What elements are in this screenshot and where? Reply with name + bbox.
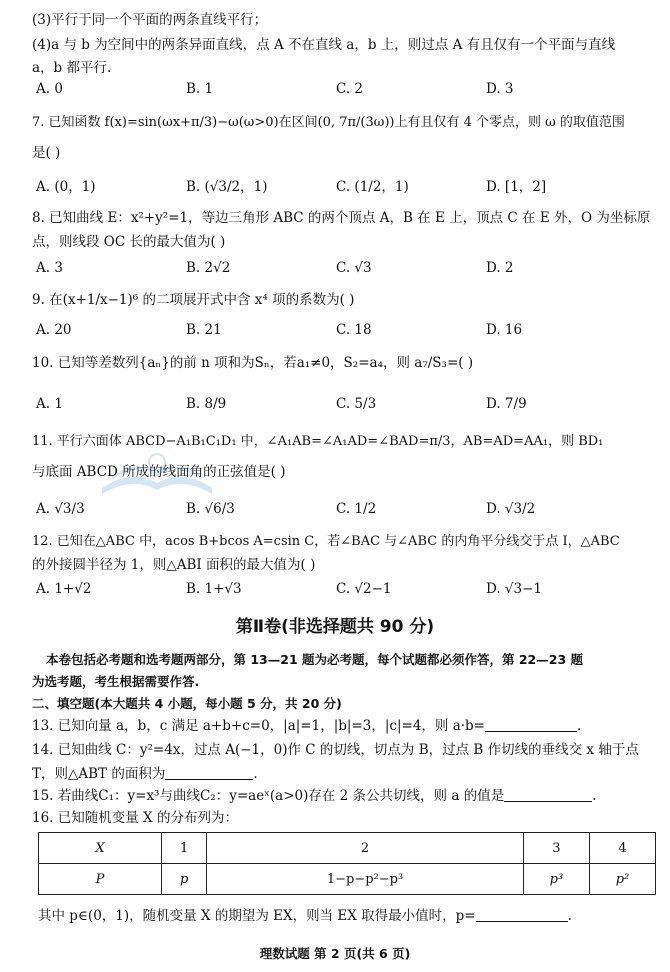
- q10-stem: 10. 已知等差数列{aₙ}的前 n 项和为Sₙ，若a₁≠0，S₂=a₄，则 a₇/S₃=( ): [32, 355, 474, 371]
- q6-option-b[interactable]: B. 1: [186, 81, 214, 97]
- q11-stem-cont: 与底面 ABCD 所成的线面角的正弦值是( ): [32, 464, 286, 480]
- statement-3: (3)平行于同一个平面的两条直线平行；: [32, 12, 268, 28]
- statement-4: (4)a 与 b 为空间中的两条异面直线，点 A 不在直线 a，b 上，则过点 A 有且仅有一个平面与直线: [32, 37, 616, 53]
- q10-options: [0, 393, 670, 415]
- q9-option-a[interactable]: A. 20: [36, 322, 72, 338]
- q9-options: [0, 319, 670, 341]
- q10-option-c[interactable]: C. 5/3: [336, 396, 377, 412]
- q13-stem: 13. 已知向量 a，b，c 满足 a+b+c=0，|a|=1，|b|=3，|c|=4，则 a·b= .: [32, 718, 582, 734]
- q13-text: 13. 已知向量 a，b，c 满足 a+b+c=0，|a|=1，|b|=3，|c|=4，则 a·b=: [32, 718, 485, 734]
- distribution-table: [38, 832, 656, 895]
- section-intro-cont: 为选考题，考生根据需要作答.: [32, 674, 200, 689]
- q12-options: [0, 578, 670, 600]
- q14-answer-blank[interactable]: [165, 765, 253, 780]
- q12-option-b[interactable]: B. 1+√3: [186, 581, 242, 597]
- q12-option-d[interactable]: D. √3−1: [486, 581, 543, 597]
- q11-options: [0, 498, 670, 520]
- q8-stem-cont: 点，则线段 OC 长的最大值为( ): [32, 234, 226, 250]
- q7-option-a[interactable]: A. (0，1): [36, 179, 96, 195]
- q8-option-d[interactable]: D. 2: [486, 260, 514, 276]
- q9-option-c[interactable]: C. 18: [336, 322, 372, 338]
- section-intro: 本卷包括必考题和选考题两部分，第 13—21 题为必考题，每个试题都必须作答，第 22—23 题: [46, 652, 583, 667]
- q11-option-b[interactable]: B. √6/3: [186, 501, 235, 517]
- statement-4-cont: a，b 都平行.: [32, 60, 112, 76]
- q7-option-b[interactable]: B. (√3/2，1): [186, 179, 268, 195]
- q16-text: 其中 p∈(0，1)，随机变量 X 的期望为 EX，则当 EX 取得最小值时，p=: [38, 908, 476, 924]
- q16-stem-cont: 其中 p∈(0，1)，随机变量 X 的期望为 EX，则当 EX 取得最小值时，p= .: [38, 908, 572, 924]
- table-cell: 2: [207, 833, 524, 864]
- table-cell: p³: [523, 864, 589, 895]
- q8-options: [0, 257, 670, 279]
- q10-option-b[interactable]: B. 8/9: [186, 396, 227, 412]
- q7-option-d[interactable]: D. [1，2]: [486, 179, 547, 195]
- q6-option-c[interactable]: C. 2: [336, 81, 364, 97]
- table-cell: p²: [589, 864, 655, 895]
- section-title: 第Ⅱ卷(非选择题共 90 分): [235, 617, 435, 637]
- q14-text: T，则△ABT 的面积为: [32, 766, 166, 782]
- q9-option-b[interactable]: B. 21: [186, 322, 222, 338]
- table-cell: 3: [523, 833, 589, 864]
- table-cell: P: [39, 864, 162, 895]
- table-row: [39, 833, 656, 864]
- table-cell: 1: [162, 833, 207, 864]
- q14-stem-cont: T，则△ABT 的面积为 .: [32, 766, 258, 782]
- q6-option-d[interactable]: D. 3: [486, 81, 514, 97]
- table-cell: X: [39, 833, 162, 864]
- q7-option-c[interactable]: C. (1/2，1): [336, 179, 409, 195]
- q16-stem: 16. 已知随机变量 X 的分布列为：: [32, 810, 238, 826]
- q7-options: [0, 176, 670, 198]
- q11-option-d[interactable]: D. √3/2: [486, 501, 536, 517]
- q9-stem: 9. 在(x+1/x−1)⁶ 的二项展开式中含 x⁴ 项的系数为( ): [32, 292, 355, 308]
- q15-stem: 15. 若曲线C₁：y=x³与曲线C₂：y=aeˣ(a>0)存在 2 条公共切线，则 a 的值是 .: [32, 788, 597, 804]
- fill-in-heading: 二、填空题(本大题共 4 小题，每小题 5 分，共 20 分): [32, 696, 342, 711]
- q8-option-a[interactable]: A. 3: [36, 260, 63, 276]
- q12-stem-cont: 的外接圆半径为 1，则△ABI 面积的最大值为( ): [32, 557, 316, 573]
- q15-text: 15. 若曲线C₁：y=x³与曲线C₂：y=aeˣ(a>0)存在 2 条公共切线，则 a 的值是: [32, 788, 505, 804]
- table-cell: 4: [589, 833, 655, 864]
- q10-option-d[interactable]: D. 7/9: [486, 396, 527, 412]
- table-row: [39, 864, 656, 895]
- q8-option-b[interactable]: B. 2√2: [186, 260, 231, 276]
- q8-stem: 8. 已知曲线 E：x²+y²=1，等边三角形 ABC 的两个顶点 A，B 在 E 上，顶点 C 在 E 外，O 为坐标原: [32, 210, 651, 226]
- q11-stem: 11. 平行六面体 ABCD−A₁B₁C₁D₁ 中，∠A₁AB=∠A₁AD=∠BAD=π/3，AB=AD=AA₁，则 BD₁: [32, 434, 604, 449]
- q10-option-a[interactable]: A. 1: [36, 396, 63, 412]
- q16-answer-blank[interactable]: [476, 907, 568, 922]
- q13-answer-blank[interactable]: [485, 717, 577, 732]
- q11-option-a[interactable]: A. √3/3: [36, 501, 85, 517]
- q11-option-c[interactable]: C. 1/2: [336, 501, 377, 517]
- q15-answer-blank[interactable]: [504, 787, 592, 802]
- q7-stem-cont: 是( ): [32, 145, 61, 161]
- q6-options: [0, 78, 670, 100]
- table-cell: p: [162, 864, 207, 895]
- table-cell: 1−p−p²−p³: [207, 864, 524, 895]
- q14-stem: 14. 已知曲线 C：y²=4x，过点 A(−1，0)作 C 的切线，切点为 B，过点 B 作切线的垂线交 x 轴于点: [32, 742, 639, 758]
- q12-stem: 12. 已知在△ABC 中，acos B+bcos A=csin C，若∠BAC 与∠ABC 的内角平分线交于点 I，△ABC: [32, 534, 620, 549]
- q6-option-a[interactable]: A. 0: [36, 81, 63, 97]
- q8-option-c[interactable]: C. √3: [336, 260, 372, 276]
- page-footer: 理数试题 第 2 页(共 6 页): [259, 946, 411, 961]
- q9-option-d[interactable]: D. 16: [486, 322, 523, 338]
- q12-option-a[interactable]: A. 1+√2: [36, 581, 92, 597]
- q7-stem: 7. 已知函数 f(x)=sin(ωx+π/3)−ω(ω>0)在区间(0, 7π/(3ω))上有且仅有 4 个零点，则 ω 的取值范围: [32, 115, 625, 130]
- q12-option-c[interactable]: C. √2−1: [336, 581, 392, 597]
